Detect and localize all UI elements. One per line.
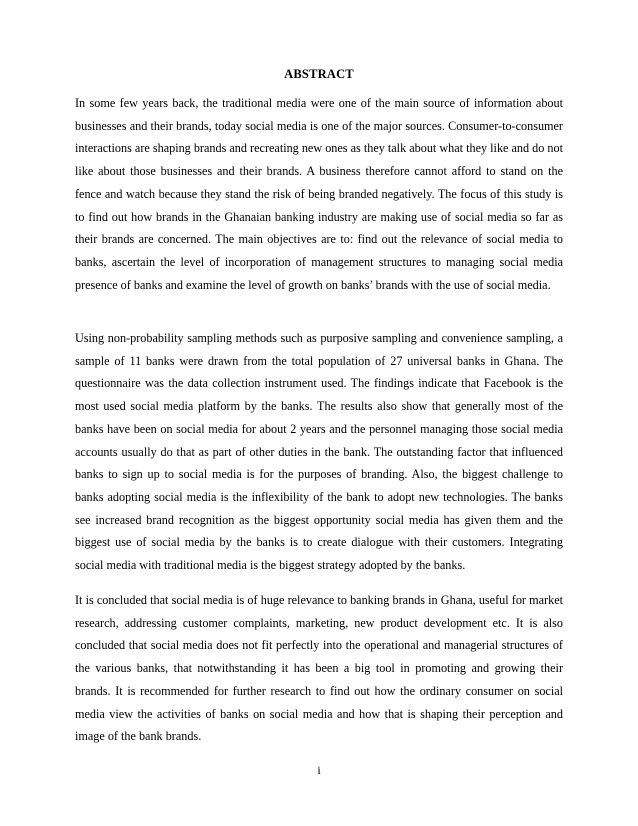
abstract-heading: ABSTRACT — [284, 67, 354, 81]
abstract-paragraph-2: Using non-probability sampling methods such as purposive sampling and convenience sampling, a sample of 11 banks were drawn from the total population of 27 universal banks in Ghana. The questionnaire was the data collection instrument used. The findings indicate that Facebook is the most used social media platform by the banks. The results also show that generally most of the banks have been on social media for about 2 years and the personnel managing those social media accounts usually do that as part of other duties in the bank. The outstanding factor that influenced banks to sign up to social media is for the purposes of branding. Also, the biggest challenge to banks adopting social media is the inflexibility of the bank to adopt new technologies. The banks see increased brand recognition as the biggest opportunity social media has given them and the biggest use of social media by the banks is to create dialogue with their customers. Integrating social media with traditional media is the biggest strategy adopted by the banks. — [75, 331, 563, 573]
abstract-paragraph-1: In some few years back, the traditional media were one of the main source of information about businesses and their brands, today social media is one of the major sources. Consumer-to-consumer interactions are shaping brands and recreating new ones as they talk about what they like and do not like about those businesses and their brands. A business therefore cannot afford to stand on the fence and watch because they stand the risk of being branded negatively. The focus of this study is to find out how brands in the Ghanaian banking industry are making use of social media so far as their brands are concerned. The main objectives are to: find out the relevance of social media to banks, ascertain the level of incorporation of management structures to managing social media presence of banks and examine the level of growth on banks’ brands with the use of social media. — [75, 96, 563, 292]
page-number: i — [317, 763, 321, 777]
abstract-paragraph-3: It is concluded that social media is of huge relevance to banking brands in Ghana, useful for market research, addressing customer complaints, marketing, new product development etc. It is also concluded that social media does not fit perfectly into the operational and managerial structures of the various banks, that notwithstanding it has been a big tool in promoting and growing their brands. It is recommended for further research to find out how the ordinary consumer on social media view the activities of banks on social media and how that is shaping their perception and image of the bank brands. — [75, 593, 563, 744]
